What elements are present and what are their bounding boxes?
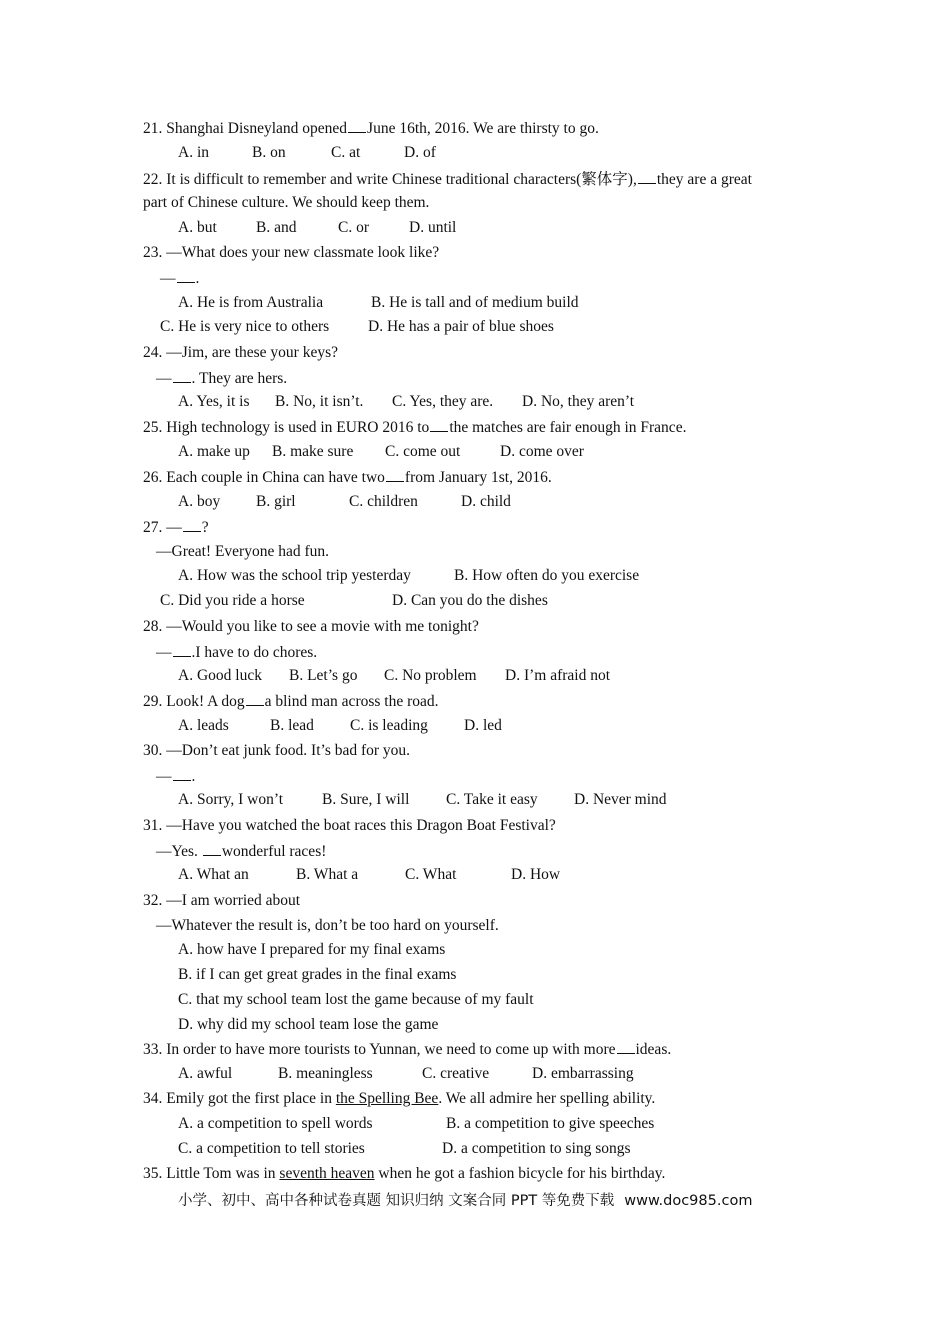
reply-text: .I have to do chores. — [191, 644, 318, 661]
dash: — — [160, 270, 176, 287]
question-text: 21. Shanghai Disneyland opened — [143, 120, 348, 137]
punct: . — [195, 270, 200, 287]
reply-line — [156, 841, 326, 862]
question-text: a blind man across the road. — [264, 693, 439, 710]
dash: — — [156, 370, 172, 387]
question-text: ? — [201, 519, 209, 536]
question-text: from January 1st, 2016. — [404, 469, 552, 486]
answer-blank — [246, 691, 264, 706]
option-c: C. or — [338, 219, 369, 236]
answer-blank — [386, 467, 404, 482]
underlined-phrase: the Spelling Bee — [335, 1090, 439, 1107]
option-a: A. leads — [178, 717, 229, 734]
question-text: . We all admire her spelling ability. — [438, 1090, 656, 1107]
option-a: A. awful — [178, 1065, 233, 1082]
option-d: D. come over — [500, 443, 584, 460]
option-a: A. How was the school trip yesterday — [178, 567, 411, 584]
option-d: D. No, they aren’t — [522, 393, 635, 410]
option-b: B. a competition to give speeches — [446, 1115, 655, 1132]
dash: — — [156, 768, 172, 785]
option-d: D. I’m afraid not — [505, 667, 611, 684]
answer-blank — [430, 417, 448, 432]
option-a: A. but — [178, 219, 217, 236]
question-23: 23. —What does your new classmate look like? — [143, 244, 440, 261]
answer-blank — [348, 118, 366, 133]
option-d: D. Never mind — [574, 791, 667, 808]
option-a: A. make up — [178, 443, 250, 460]
reply-text: . They are hers. — [191, 370, 288, 387]
answer-blank — [173, 642, 191, 657]
option-d: D. led — [464, 717, 502, 734]
option-d: D. why did my school team lose the game — [178, 1016, 439, 1033]
question-22 — [143, 169, 752, 190]
option-b: B. if I can get great grades in the final exams — [178, 966, 457, 983]
option-d: D. How — [511, 866, 561, 883]
option-b: B. No, it isn’t. — [275, 393, 364, 410]
option-c: C. He is very nice to others — [160, 318, 330, 335]
question-text: the matches are fair enough in France. — [449, 419, 687, 436]
option-d: D. until — [409, 219, 457, 236]
option-b: B. What a — [296, 866, 359, 883]
option-b: B. meaningless — [278, 1065, 373, 1082]
question-27 — [143, 517, 209, 538]
option-a: A. Yes, it is — [178, 393, 250, 410]
reply-line — [156, 642, 317, 663]
answer-blank — [638, 169, 656, 184]
option-d: D. a competition to sing songs — [442, 1140, 631, 1157]
question-24: 24. —Jim, are these your keys? — [143, 344, 338, 361]
question-text: part of Chinese culture. We should keep them. — [143, 194, 430, 211]
option-c: C. No problem — [384, 667, 477, 684]
question-25 — [143, 417, 686, 438]
option-d: D. He has a pair of blue shoes — [368, 318, 554, 335]
option-b: B. How often do you exercise — [454, 567, 640, 584]
dash: — — [156, 644, 172, 661]
option-a: A. a competition to spell words — [178, 1115, 373, 1132]
option-c: C. that my school team lost the game because of my fault — [178, 991, 534, 1008]
answer-blank — [173, 766, 191, 781]
option-d: D. Can you do the dishes — [392, 592, 548, 609]
question-text: 25. High technology is used in EURO 2016 to — [143, 419, 430, 436]
option-a: A. how have I prepared for my final exams — [178, 941, 446, 958]
reply-line: —Great! Everyone had fun. — [156, 543, 330, 560]
reply-text: —Yes. — [156, 843, 198, 860]
footer-url: www.doc985.com — [624, 1193, 753, 1209]
option-b: B. and — [256, 219, 297, 236]
question-text: 27. — — [143, 519, 182, 536]
option-b: B. lead — [270, 717, 314, 734]
question-21 — [143, 118, 599, 139]
option-c: C. What — [405, 866, 457, 883]
footer-text: 小学、初中、高中各种试卷真题 知识归纳 文案合同 PPT 等免费下载 — [178, 1193, 615, 1209]
option-b: B. on — [252, 144, 286, 161]
reply-text: wonderful races! — [221, 843, 327, 860]
question-28: 28. —Would you like to see a movie with me tonight? — [143, 618, 479, 635]
option-a: A. Sorry, I won’t — [178, 791, 284, 808]
question-text: ideas. — [635, 1041, 672, 1058]
page-footer — [178, 1191, 752, 1211]
option-c: C. at — [331, 144, 361, 161]
reply-line — [156, 368, 287, 389]
question-33 — [143, 1039, 671, 1060]
option-b: B. He is tall and of medium build — [371, 294, 579, 311]
option-c: C. Did you ride a horse — [160, 592, 305, 609]
question-text: they are a great — [656, 171, 752, 188]
option-c: C. creative — [422, 1065, 490, 1082]
question-text: 26. Each couple in China can have two — [143, 469, 385, 486]
option-c: C. Take it easy — [446, 791, 538, 808]
question-text: 22. It is difficult to remember and write Chinese traditional characters(繁体字), — [143, 171, 637, 188]
reply-line — [156, 766, 195, 787]
question-text: 29. Look! A dog — [143, 693, 245, 710]
question-text: 35. Little Tom was in — [143, 1165, 276, 1182]
question-text: 34. Emily got the first place in — [143, 1090, 332, 1107]
underlined-phrase: seventh heaven — [279, 1165, 375, 1182]
question-32: 32. —I am worried about — [143, 892, 301, 909]
answer-blank — [617, 1039, 635, 1054]
question-26 — [143, 467, 552, 488]
answer-blank — [183, 517, 201, 532]
option-d: D. of — [404, 144, 436, 161]
answer-blank — [177, 268, 195, 283]
question-text: when he got a fashion bicycle for his birthday. — [378, 1165, 666, 1182]
question-text: 33. In order to have more tourists to Yunnan, we need to come up with more — [143, 1041, 616, 1058]
option-d: D. embarrassing — [532, 1065, 634, 1082]
option-b: B. make sure — [272, 443, 354, 460]
option-c: C. children — [349, 493, 418, 510]
option-d: D. child — [461, 493, 511, 510]
reply-line: —Whatever the result is, don’t be too hard on yourself. — [156, 917, 499, 934]
question-31: 31. —Have you watched the boat races this Dragon Boat Festival? — [143, 817, 556, 834]
question-30: 30. —Don’t eat junk food. It’s bad for you. — [143, 742, 411, 759]
option-c: C. Yes, they are. — [392, 393, 494, 410]
option-a: A. in — [178, 144, 209, 161]
option-c: C. come out — [385, 443, 461, 460]
answer-blank — [173, 368, 191, 383]
question-text: June 16th, 2016. We are thirsty to go. — [367, 120, 599, 137]
answer-blank — [203, 841, 221, 856]
option-b: B. Let’s go — [289, 667, 358, 684]
reply-line — [160, 268, 199, 289]
option-c: C. is leading — [350, 717, 428, 734]
option-a: A. boy — [178, 493, 221, 510]
question-35 — [143, 1164, 665, 1184]
punct: . — [191, 768, 196, 785]
option-c: C. a competition to tell stories — [178, 1140, 365, 1157]
option-a: A. Good luck — [178, 667, 262, 684]
option-a: A. What an — [178, 866, 249, 883]
question-34 — [143, 1089, 655, 1109]
question-29 — [143, 691, 439, 712]
option-a: A. He is from Australia — [178, 294, 324, 311]
option-b: B. Sure, I will — [322, 791, 410, 808]
option-b: B. girl — [256, 493, 296, 510]
